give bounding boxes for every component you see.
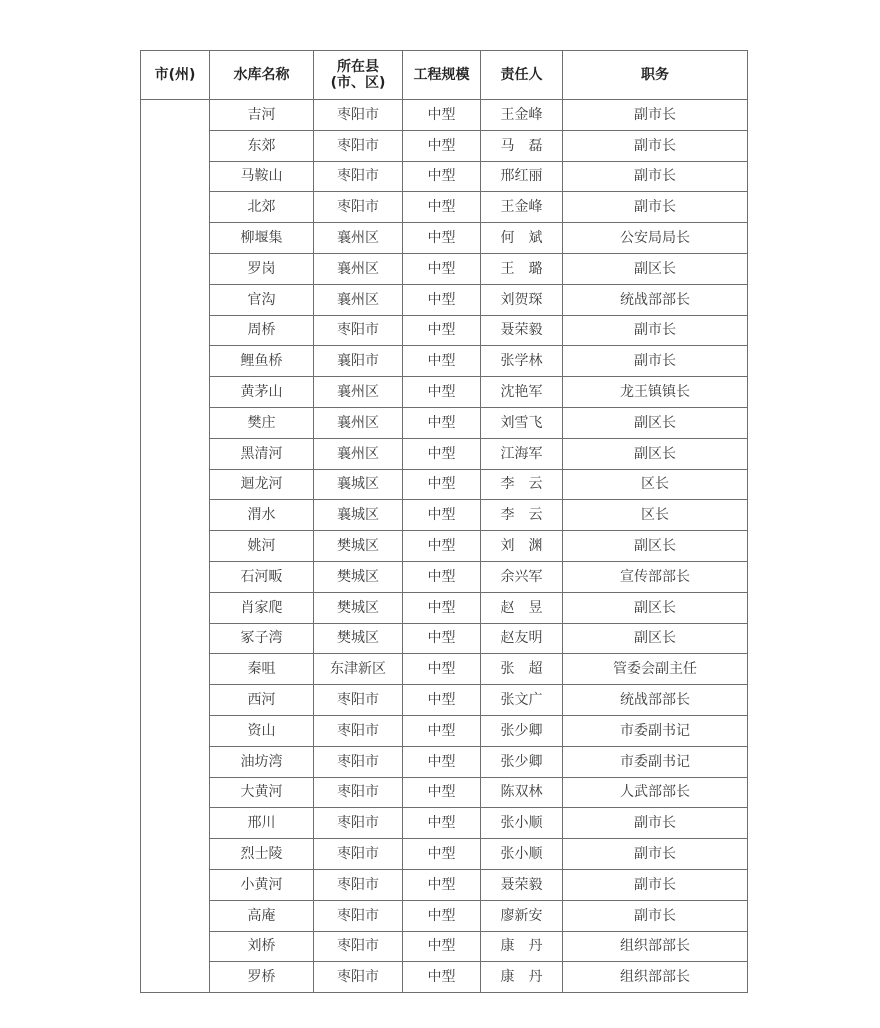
person-cell: 康 丹 [481, 931, 563, 962]
position-cell: 副市长 [563, 346, 748, 377]
person-cell: 刘贺琛 [481, 284, 563, 315]
header-county-line2: (市、区) [330, 75, 386, 91]
table-row [141, 315, 748, 346]
county-cell: 襄州区 [314, 407, 403, 438]
table-row [141, 377, 748, 408]
position-cell: 管委会副主任 [563, 654, 748, 685]
county-cell: 枣阳市 [314, 130, 403, 161]
scale-cell: 中型 [403, 315, 481, 346]
scale-cell: 中型 [403, 561, 481, 592]
city-cell [141, 100, 210, 993]
table-row [141, 284, 748, 315]
county-cell: 枣阳市 [314, 161, 403, 192]
table-row [141, 561, 748, 592]
person-cell: 何 斌 [481, 223, 563, 254]
person-cell: 江海军 [481, 438, 563, 469]
table-row [141, 100, 748, 131]
reservoir-name-cell: 柳堰集 [210, 223, 314, 254]
header-row [141, 51, 748, 100]
county-cell: 樊城区 [314, 561, 403, 592]
reservoir-name-cell: 马鞍山 [210, 161, 314, 192]
table-row [141, 500, 748, 531]
reservoir-name-cell: 肖家爬 [210, 592, 314, 623]
scale-cell: 中型 [403, 931, 481, 962]
position-cell: 副市长 [563, 315, 748, 346]
header-city: 市(州) [141, 51, 210, 100]
reservoir-name-cell: 姚河 [210, 531, 314, 562]
position-cell: 副市长 [563, 100, 748, 131]
county-cell: 樊城区 [314, 623, 403, 654]
table-row [141, 715, 748, 746]
person-cell: 刘雪飞 [481, 407, 563, 438]
scale-cell: 中型 [403, 407, 481, 438]
reservoir-name-cell: 黄茅山 [210, 377, 314, 408]
county-cell: 枣阳市 [314, 715, 403, 746]
scale-cell: 中型 [403, 685, 481, 716]
county-cell: 枣阳市 [314, 869, 403, 900]
county-cell: 樊城区 [314, 592, 403, 623]
reservoir-name-cell: 邢川 [210, 808, 314, 839]
position-cell: 区长 [563, 469, 748, 500]
county-cell: 樊城区 [314, 531, 403, 562]
county-cell: 襄城区 [314, 469, 403, 500]
scale-cell: 中型 [403, 500, 481, 531]
reservoir-responsibility-table [140, 50, 748, 993]
table-row [141, 531, 748, 562]
reservoir-name-cell: 石河畈 [210, 561, 314, 592]
county-cell: 枣阳市 [314, 931, 403, 962]
header-reservoir-name: 水库名称 [210, 51, 314, 100]
county-cell: 襄州区 [314, 253, 403, 284]
position-cell: 副市长 [563, 808, 748, 839]
person-cell: 赵友明 [481, 623, 563, 654]
scale-cell: 中型 [403, 161, 481, 192]
reservoir-name-cell: 官沟 [210, 284, 314, 315]
county-cell: 东津新区 [314, 654, 403, 685]
scale-cell: 中型 [403, 654, 481, 685]
scale-cell: 中型 [403, 100, 481, 131]
person-cell: 张小顺 [481, 839, 563, 870]
county-cell: 襄州区 [314, 223, 403, 254]
county-cell: 枣阳市 [314, 315, 403, 346]
reservoir-name-cell: 樊庄 [210, 407, 314, 438]
table-row [141, 777, 748, 808]
table-row [141, 161, 748, 192]
scale-cell: 中型 [403, 777, 481, 808]
scale-cell: 中型 [403, 531, 481, 562]
county-cell: 枣阳市 [314, 962, 403, 993]
reservoir-name-cell: 烈士陵 [210, 839, 314, 870]
table-row [141, 808, 748, 839]
person-cell: 聂荣毅 [481, 315, 563, 346]
county-cell: 枣阳市 [314, 746, 403, 777]
scale-cell: 中型 [403, 253, 481, 284]
reservoir-name-cell: 迴龙河 [210, 469, 314, 500]
position-cell: 副市长 [563, 869, 748, 900]
person-cell: 王 璐 [481, 253, 563, 284]
position-cell: 宣传部部长 [563, 561, 748, 592]
reservoir-name-cell: 小黄河 [210, 869, 314, 900]
position-cell: 副市长 [563, 900, 748, 931]
scale-cell: 中型 [403, 284, 481, 315]
position-cell: 公安局局长 [563, 223, 748, 254]
position-cell: 副区长 [563, 407, 748, 438]
table-row [141, 746, 748, 777]
reservoir-name-cell: 高庵 [210, 900, 314, 931]
reservoir-name-cell: 罗岗 [210, 253, 314, 284]
reservoir-name-cell: 资山 [210, 715, 314, 746]
position-cell: 副区长 [563, 438, 748, 469]
position-cell: 副市长 [563, 130, 748, 161]
person-cell: 邢红丽 [481, 161, 563, 192]
person-cell: 廖新安 [481, 900, 563, 931]
reservoir-name-cell: 周桥 [210, 315, 314, 346]
reservoir-name-cell: 鲤鱼桥 [210, 346, 314, 377]
county-cell: 枣阳市 [314, 192, 403, 223]
person-cell: 沈艳军 [481, 377, 563, 408]
person-cell: 李 云 [481, 469, 563, 500]
reservoir-name-cell: 西河 [210, 685, 314, 716]
scale-cell: 中型 [403, 869, 481, 900]
header-person: 责任人 [481, 51, 563, 100]
table-row [141, 469, 748, 500]
position-cell: 市委副书记 [563, 746, 748, 777]
person-cell: 张少卿 [481, 746, 563, 777]
scale-cell: 中型 [403, 592, 481, 623]
table-row [141, 839, 748, 870]
reservoir-name-cell: 刘桥 [210, 931, 314, 962]
header-position: 职务 [563, 51, 748, 100]
position-cell: 副区长 [563, 253, 748, 284]
scale-cell: 中型 [403, 715, 481, 746]
table-row [141, 869, 748, 900]
position-cell: 组织部部长 [563, 962, 748, 993]
person-cell: 张少卿 [481, 715, 563, 746]
county-cell: 枣阳市 [314, 839, 403, 870]
position-cell: 龙王镇镇长 [563, 377, 748, 408]
reservoir-name-cell: 冢子湾 [210, 623, 314, 654]
person-cell: 余兴军 [481, 561, 563, 592]
table-row [141, 253, 748, 284]
person-cell: 张学林 [481, 346, 563, 377]
position-cell: 组织部部长 [563, 931, 748, 962]
person-cell: 张小顺 [481, 808, 563, 839]
position-cell: 副市长 [563, 161, 748, 192]
person-cell: 张 超 [481, 654, 563, 685]
county-cell: 襄城区 [314, 500, 403, 531]
scale-cell: 中型 [403, 130, 481, 161]
header-county [314, 51, 403, 100]
scale-cell: 中型 [403, 377, 481, 408]
scale-cell: 中型 [403, 623, 481, 654]
position-cell: 统战部部长 [563, 685, 748, 716]
county-cell: 枣阳市 [314, 100, 403, 131]
position-cell: 区长 [563, 500, 748, 531]
reservoir-name-cell: 罗桥 [210, 962, 314, 993]
county-cell: 枣阳市 [314, 808, 403, 839]
position-cell: 副区长 [563, 531, 748, 562]
person-cell: 赵 昱 [481, 592, 563, 623]
table-row [141, 962, 748, 993]
reservoir-name-cell: 北郊 [210, 192, 314, 223]
position-cell: 人武部部长 [563, 777, 748, 808]
county-cell: 襄阳市 [314, 346, 403, 377]
table-row [141, 192, 748, 223]
reservoir-name-cell: 大黄河 [210, 777, 314, 808]
reservoir-name-cell: 渭水 [210, 500, 314, 531]
scale-cell: 中型 [403, 438, 481, 469]
scale-cell: 中型 [403, 746, 481, 777]
county-cell: 枣阳市 [314, 777, 403, 808]
position-cell: 统战部部长 [563, 284, 748, 315]
table-row [141, 592, 748, 623]
reservoir-name-cell: 油坊湾 [210, 746, 314, 777]
person-cell: 王金峰 [481, 192, 563, 223]
scale-cell: 中型 [403, 962, 481, 993]
header-county-line1: 所在县 [337, 58, 379, 75]
position-cell: 副市长 [563, 839, 748, 870]
scale-cell: 中型 [403, 192, 481, 223]
table-row [141, 654, 748, 685]
position-cell: 副市长 [563, 192, 748, 223]
scale-cell: 中型 [403, 346, 481, 377]
person-cell: 陈双林 [481, 777, 563, 808]
person-cell: 康 丹 [481, 962, 563, 993]
county-cell: 襄州区 [314, 284, 403, 315]
county-cell: 枣阳市 [314, 900, 403, 931]
table-row [141, 407, 748, 438]
scale-cell: 中型 [403, 808, 481, 839]
position-cell: 副区长 [563, 592, 748, 623]
person-cell: 聂荣毅 [481, 869, 563, 900]
table-body [141, 100, 748, 993]
reservoir-name-cell: 东郊 [210, 130, 314, 161]
county-cell: 襄州区 [314, 438, 403, 469]
reservoir-name-cell: 秦咀 [210, 654, 314, 685]
reservoir-name-cell: 黑清河 [210, 438, 314, 469]
table-row [141, 438, 748, 469]
person-cell: 李 云 [481, 500, 563, 531]
person-cell: 马 磊 [481, 130, 563, 161]
table-row [141, 130, 748, 161]
person-cell: 王金峰 [481, 100, 563, 131]
scale-cell: 中型 [403, 900, 481, 931]
position-cell: 市委副书记 [563, 715, 748, 746]
table-row [141, 346, 748, 377]
county-cell: 襄州区 [314, 377, 403, 408]
table-row [141, 931, 748, 962]
scale-cell: 中型 [403, 469, 481, 500]
reservoir-name-cell: 吉河 [210, 100, 314, 131]
table-row [141, 685, 748, 716]
person-cell: 张文广 [481, 685, 563, 716]
table-row [141, 623, 748, 654]
scale-cell: 中型 [403, 839, 481, 870]
table-row [141, 900, 748, 931]
table-row [141, 223, 748, 254]
header-scale: 工程规模 [403, 51, 481, 100]
county-cell: 枣阳市 [314, 685, 403, 716]
scale-cell: 中型 [403, 223, 481, 254]
position-cell: 副区长 [563, 623, 748, 654]
person-cell: 刘 渊 [481, 531, 563, 562]
